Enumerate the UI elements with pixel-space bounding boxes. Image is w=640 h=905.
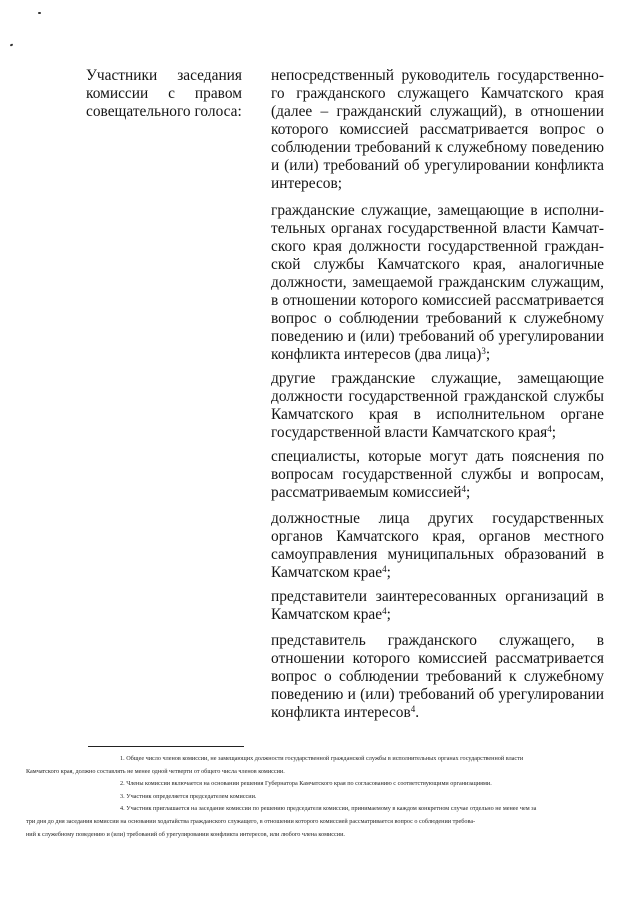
footnote	[26, 753, 616, 778]
footnote-marker[interactable]: 4	[461, 484, 467, 494]
line-text: рассматриваемым комиссией	[271, 484, 462, 501]
line-text: другие гражданские служащие, замещающие	[271, 370, 604, 387]
paragraph-line	[271, 256, 604, 274]
line-text: самоуправления муниципальных образований в	[271, 546, 604, 563]
paragraph-line	[271, 686, 604, 704]
line-text: тельных органах государственной власти Камчат-	[271, 220, 604, 237]
paragraph-line	[271, 238, 604, 256]
footnote	[26, 803, 616, 841]
line-text: (далее – гражданский служащий), в отношении	[271, 103, 604, 120]
line-text: государственной власти Камчатского края	[271, 424, 548, 441]
paragraph-line	[271, 448, 604, 466]
label-word: Участники	[86, 67, 158, 84]
participants-label	[86, 67, 242, 121]
footnote-line: ний к служебному поведению и (или) требований об урегулировании конфликта интересов, или любого члена комиссии.	[26, 830, 345, 838]
line-text: представители заинтересованных организаций в	[271, 588, 604, 605]
footnote-marker[interactable]: 4	[382, 564, 387, 574]
paragraph-line	[271, 424, 604, 442]
paragraph-line	[271, 632, 604, 650]
paragraph-line	[271, 85, 604, 103]
label-line	[86, 67, 242, 85]
label-word: заседания	[177, 67, 242, 84]
label-line	[86, 85, 242, 103]
line-punctuation: ;	[551, 424, 557, 441]
paragraph-line	[271, 139, 604, 157]
line-punctuation: ;	[466, 484, 471, 501]
paragraph-line	[271, 202, 604, 220]
label-word: совещательного голоса:	[86, 103, 242, 120]
line-text: конфликта интересов (два лица)	[271, 346, 482, 363]
footnote-line: три дня до дня заседания комиссии на основании ходатайства гражданского служащего, в отношении которого комиссией рассматривается вопрос о соблюдении требова-	[26, 817, 476, 825]
line-text: вопросам государственной службы и вопросам,	[271, 466, 604, 483]
paragraph-line	[271, 546, 604, 564]
line-text: ского края должности государственной граждан-	[271, 238, 604, 255]
footnote-line: 1. Общее число членов комиссии, не замещающих должности государственной гражданской службы в исполнительных органах государственной власти	[120, 755, 524, 762]
paragraph-line	[271, 274, 604, 292]
line-text: конфликта интересов	[271, 704, 411, 721]
paragraph-line	[271, 346, 604, 364]
paragraph-line	[271, 67, 604, 85]
footnote-line: 3. Участник определяется председателем комиссии.	[120, 792, 257, 800]
paragraph-line	[271, 510, 604, 528]
footnote	[88, 778, 616, 791]
label-word: с	[168, 85, 175, 102]
paragraph-line	[271, 466, 604, 484]
footnote-line: Камчатского края, должно составлять не менее одной четверти от общего числа членов комиссии.	[26, 767, 285, 775]
paragraph-line	[271, 484, 604, 502]
line-text: го гражданского служащего Камчатского края	[271, 85, 604, 102]
scan-speck	[10, 44, 14, 47]
line-text: вопрос о соблюдении требований к служебному	[271, 668, 604, 685]
footnote-marker[interactable]: 4	[410, 704, 416, 714]
line-text: должностные лица других государственных	[271, 510, 604, 527]
paragraph-line	[271, 220, 604, 238]
line-text: непосредственный руководитель государственно-	[271, 67, 604, 84]
paragraph-line	[271, 650, 604, 668]
line-text: и (или) требований об урегулировании конфликта	[271, 157, 604, 174]
line-text: Камчатского края в исполнительном органе	[271, 406, 604, 423]
participant-paragraph	[271, 448, 604, 502]
paragraph-line	[271, 121, 604, 139]
paragraph-line	[271, 103, 604, 121]
line-text: представитель гражданского служащего, в	[271, 632, 604, 649]
paragraph-line	[271, 292, 604, 310]
line-punctuation: ;	[386, 606, 391, 623]
footnote-line: 4. Участник приглашается на заседание комиссии по решению председателя комиссии, принимаемому в каждом конкретном случае отдельно не менее чем за	[120, 805, 537, 813]
paragraph-line	[271, 175, 604, 193]
line-text: отношении которого комиссией рассматривается	[271, 650, 604, 667]
line-punctuation: .	[415, 704, 420, 721]
label-word: комиссии	[86, 85, 149, 102]
line-text: гражданские служащие, замещающие в исполни-	[271, 202, 604, 219]
line-text: специалисты, которые могут дать пояснения по	[271, 448, 604, 465]
footnotes	[26, 753, 616, 841]
line-text: Камчатском крае	[271, 564, 383, 581]
paragraph-line	[271, 588, 604, 606]
footnote-separator	[88, 746, 244, 747]
paragraph-line	[271, 370, 604, 388]
paragraph-line	[271, 606, 604, 624]
participant-paragraph	[271, 510, 604, 582]
line-text: Камчатском крае	[271, 606, 383, 623]
participant-paragraph	[271, 632, 604, 722]
line-text: поведению и (или) требований об урегулировании	[271, 328, 604, 345]
participant-paragraph	[271, 202, 604, 364]
paragraph-line	[271, 564, 604, 582]
participant-paragraph	[271, 370, 604, 442]
scan-speck	[38, 12, 41, 14]
participant-paragraph	[271, 588, 604, 624]
footnote-marker[interactable]: 4	[547, 424, 552, 434]
line-text: должности, замещаемой гражданским служащим,	[271, 274, 604, 291]
paragraph-line	[271, 157, 604, 175]
paragraph-line	[271, 328, 604, 346]
line-text: интересов;	[271, 175, 343, 192]
line-text: вопрос о соблюдении требований к служебному	[271, 310, 604, 327]
line-text: которого комиссией рассматривается вопрос о	[271, 121, 604, 138]
line-text: должности государственной гражданской службы	[271, 388, 604, 405]
line-text: соблюдении требований к служебному поведению	[271, 139, 604, 156]
line-text: поведению и (или) требований об урегулировании	[271, 686, 604, 703]
label-line	[86, 103, 242, 121]
paragraph-line	[271, 388, 604, 406]
line-punctuation: ;	[386, 564, 391, 581]
footnote-marker[interactable]: 4	[382, 606, 387, 616]
paragraph-line	[271, 704, 604, 722]
footnote-line: 2. Члены комиссии включается на основании решения Губернатора Камчатского края по согласованию с соответствующими организациями.	[120, 780, 492, 788]
line-text: ской службы Камчатского края, аналогичные	[271, 256, 604, 273]
paragraph-line	[271, 310, 604, 328]
participant-paragraph	[271, 67, 604, 193]
line-punctuation: ;	[485, 346, 491, 363]
line-text: в отношении которого комиссией рассматривается	[271, 292, 604, 309]
line-text: органов Камчатского края, органов местного	[271, 528, 604, 545]
footnote-marker[interactable]: 3	[481, 346, 486, 356]
label-word: правом	[194, 85, 242, 102]
paragraph-line	[271, 528, 604, 546]
paragraph-line	[271, 668, 604, 686]
paragraph-line	[271, 406, 604, 424]
footnote	[88, 791, 616, 804]
